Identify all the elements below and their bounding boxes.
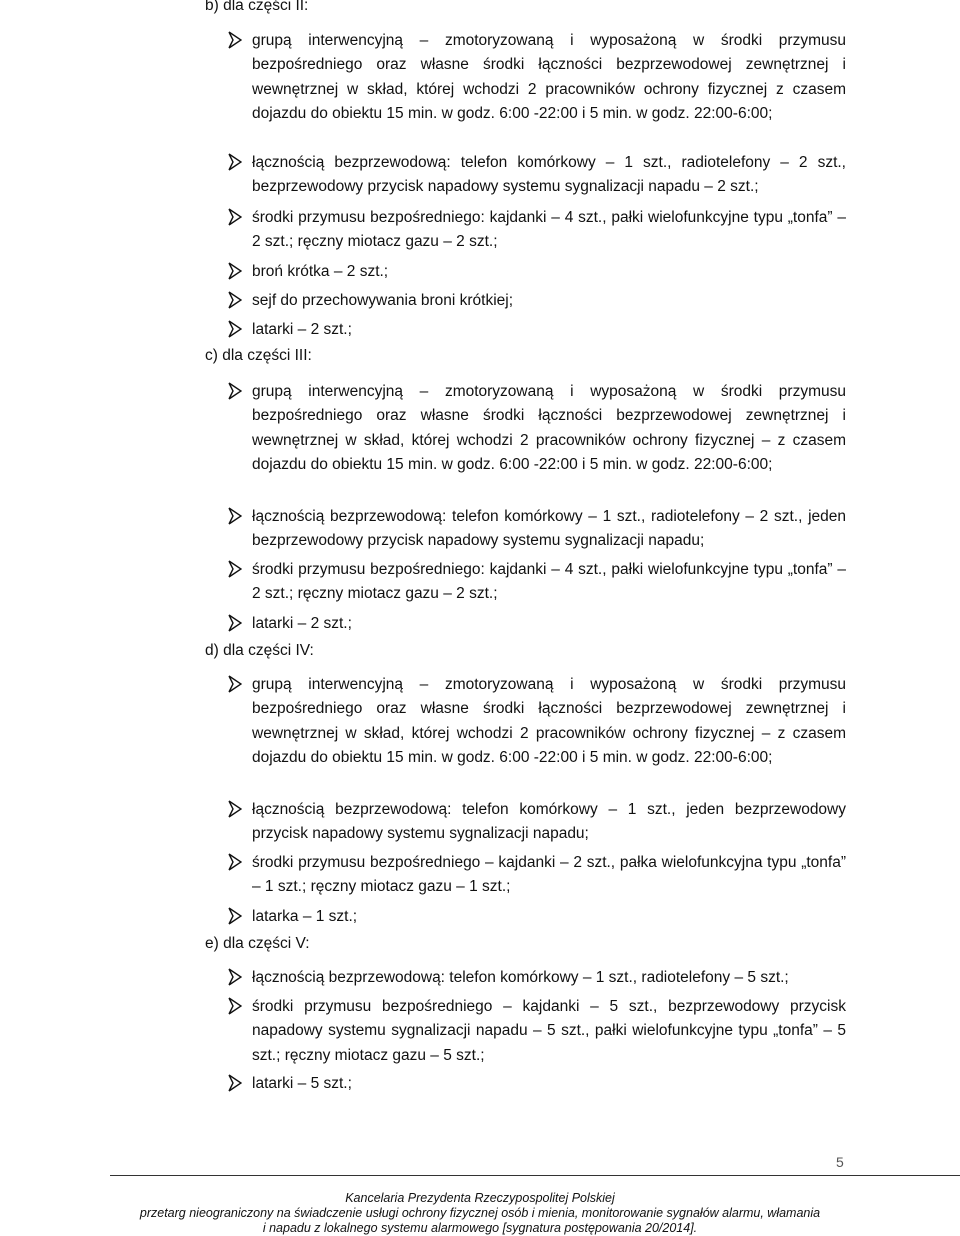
section-heading-c: c) dla części III: <box>205 347 312 364</box>
footer-line-1: Kancelaria Prezydenta Rzeczypospolitej Polskiej <box>345 1191 615 1205</box>
arrow-bullet-icon <box>228 800 242 818</box>
footer-line-3: i napadu z lokalnego systemu alarmowego [sygnatura postępowania 20/2014]. <box>262 1221 698 1235</box>
section-heading-d: d) dla części IV: <box>205 642 314 659</box>
arrow-bullet-icon <box>228 675 242 693</box>
list-item-text: środki przymusu bezpośredniego – kajdanki – 5 szt., bezprzewodowy przycisk napadowy systemu sygnalizacji napadu – 5 szt., pałki wielofunkcyjne typu „tonfa” – 5 szt.; ręczny miotacz gazu – 5 szt.; <box>252 998 846 1064</box>
list-item-text: latarka – 1 szt.; <box>252 908 358 925</box>
list-item <box>228 995 846 1068</box>
list-item-text: latarki – 2 szt.; <box>252 321 352 338</box>
list-item <box>228 612 846 636</box>
arrow-bullet-icon <box>228 262 242 280</box>
list-item <box>228 289 846 313</box>
list-item-text: latarki – 2 szt.; <box>252 615 352 632</box>
list-item-text: łącznością bezprzewodową: telefon komórkowy – 1 szt., radiotelefony – 5 szt.; <box>252 969 789 986</box>
footer-line-2: przetarg nieograniczony na świadczenie usługi ochrony fizycznej osób i mienia, monitorowanie sygnałów alarmu, włamania <box>139 1206 821 1220</box>
list-item-text: grupą interwencyjną – zmotoryzowaną i wyposażoną w środki przymusu bezpośredniego oraz własne środki łączności bezprzewodowej zewnętrznej i wewnętrznej w skład, której wchodzi 2 pracowników ochrony fizycznej z czasem dojazdu do obiektu 15 min. w godz. 6:00 -22:00 i 5 min. w godz. 22:00-6:00; <box>252 32 846 122</box>
list-item-text: sejf do przechowywania broni krótkiej; <box>252 292 514 309</box>
list-item <box>228 1072 846 1096</box>
arrow-bullet-icon <box>228 208 242 226</box>
arrow-bullet-icon <box>228 153 242 171</box>
list-item-text: latarki – 5 szt.; <box>252 1075 352 1092</box>
list-item <box>228 380 846 477</box>
footer-divider <box>110 1175 960 1176</box>
list-item-text: środki przymusu bezpośredniego – kajdanki – 2 szt., pałka wielofunkcyjna typu „tonfa” – 1 szt.; ręczny miotacz gazu – 1 szt.; <box>252 854 846 896</box>
list-item <box>228 318 846 342</box>
section-heading-b: b) dla części II: <box>205 0 309 14</box>
arrow-bullet-icon <box>228 1074 242 1092</box>
list-item <box>228 206 846 255</box>
list-item-text: łącznością bezprzewodową: telefon komórkowy – 1 szt., radiotelefony – 2 szt., jeden bezprzewodowy przycisk napadowy systemu sygnalizacji napadu; <box>252 508 846 550</box>
list-item <box>228 673 846 770</box>
list-item <box>228 260 846 284</box>
arrow-bullet-icon <box>228 31 242 49</box>
page-number: 5 <box>836 1154 844 1170</box>
arrow-bullet-icon <box>228 853 242 871</box>
list-item <box>228 505 846 554</box>
arrow-bullet-icon <box>228 614 242 632</box>
arrow-bullet-icon <box>228 997 242 1015</box>
list-item-text: grupą interwencyjną – zmotoryzowaną i wyposażoną w środki przymusu bezpośredniego oraz własne środki łączności bezprzewodowej zewnętrznej i wewnętrznej w skład, której wchodzi 2 pracowników ochrony fizycznej – z czasem dojazdu do obiektu 15 min. w godz. 6:00 -22:00 i 5 min. w godz. 22:00-6:00; <box>252 676 846 766</box>
list-item-text: broń krótka – 2 szt.; <box>252 263 389 280</box>
list-item <box>228 851 846 900</box>
list-item <box>228 558 846 607</box>
list-item-text: środki przymusu bezpośredniego: kajdanki – 4 szt., pałki wielofunkcyjne typu „tonfa” – 2 szt.; ręczny miotacz gazu – 2 szt.; <box>252 209 846 251</box>
list-item <box>228 29 846 126</box>
arrow-bullet-icon <box>228 382 242 400</box>
arrow-bullet-icon <box>228 968 242 986</box>
arrow-bullet-icon <box>228 320 242 338</box>
arrow-bullet-icon <box>228 560 242 578</box>
list-item <box>228 798 846 847</box>
list-item <box>228 905 846 929</box>
section-heading-e: e) dla części V: <box>205 935 310 952</box>
list-item-text: łącznością bezprzewodową: telefon komórkowy – 1 szt., radiotelefony – 2 szt., bezprzewodowy przycisk napadowy systemu sygnalizacji napadu – 2 szt.; <box>252 154 846 196</box>
list-item-text: środki przymusu bezpośredniego: kajdanki – 4 szt., pałki wielofunkcyjne typu „tonfa” – 2 szt.; ręczny miotacz gazu – 2 szt.; <box>252 561 846 603</box>
arrow-bullet-icon <box>228 907 242 925</box>
list-item-text: łącznością bezprzewodową: telefon komórkowy – 1 szt., jeden bezprzewodowy przycisk napadowy systemu sygnalizacji napadu; <box>252 801 846 843</box>
list-item <box>228 151 846 200</box>
list-item <box>228 966 846 990</box>
arrow-bullet-icon <box>228 291 242 309</box>
list-item-text: grupą interwencyjną – zmotoryzowaną i wyposażoną w środki przymusu bezpośredniego oraz własne środki łączności bezprzewodowej zewnętrznej i wewnętrznej w skład, której wchodzi 2 pracowników ochrony fizycznej – z czasem dojazdu do obiektu 15 min. w godz. 6:00 -22:00 i 5 min. w godz. 22:00-6:00; <box>252 383 846 473</box>
arrow-bullet-icon <box>228 507 242 525</box>
